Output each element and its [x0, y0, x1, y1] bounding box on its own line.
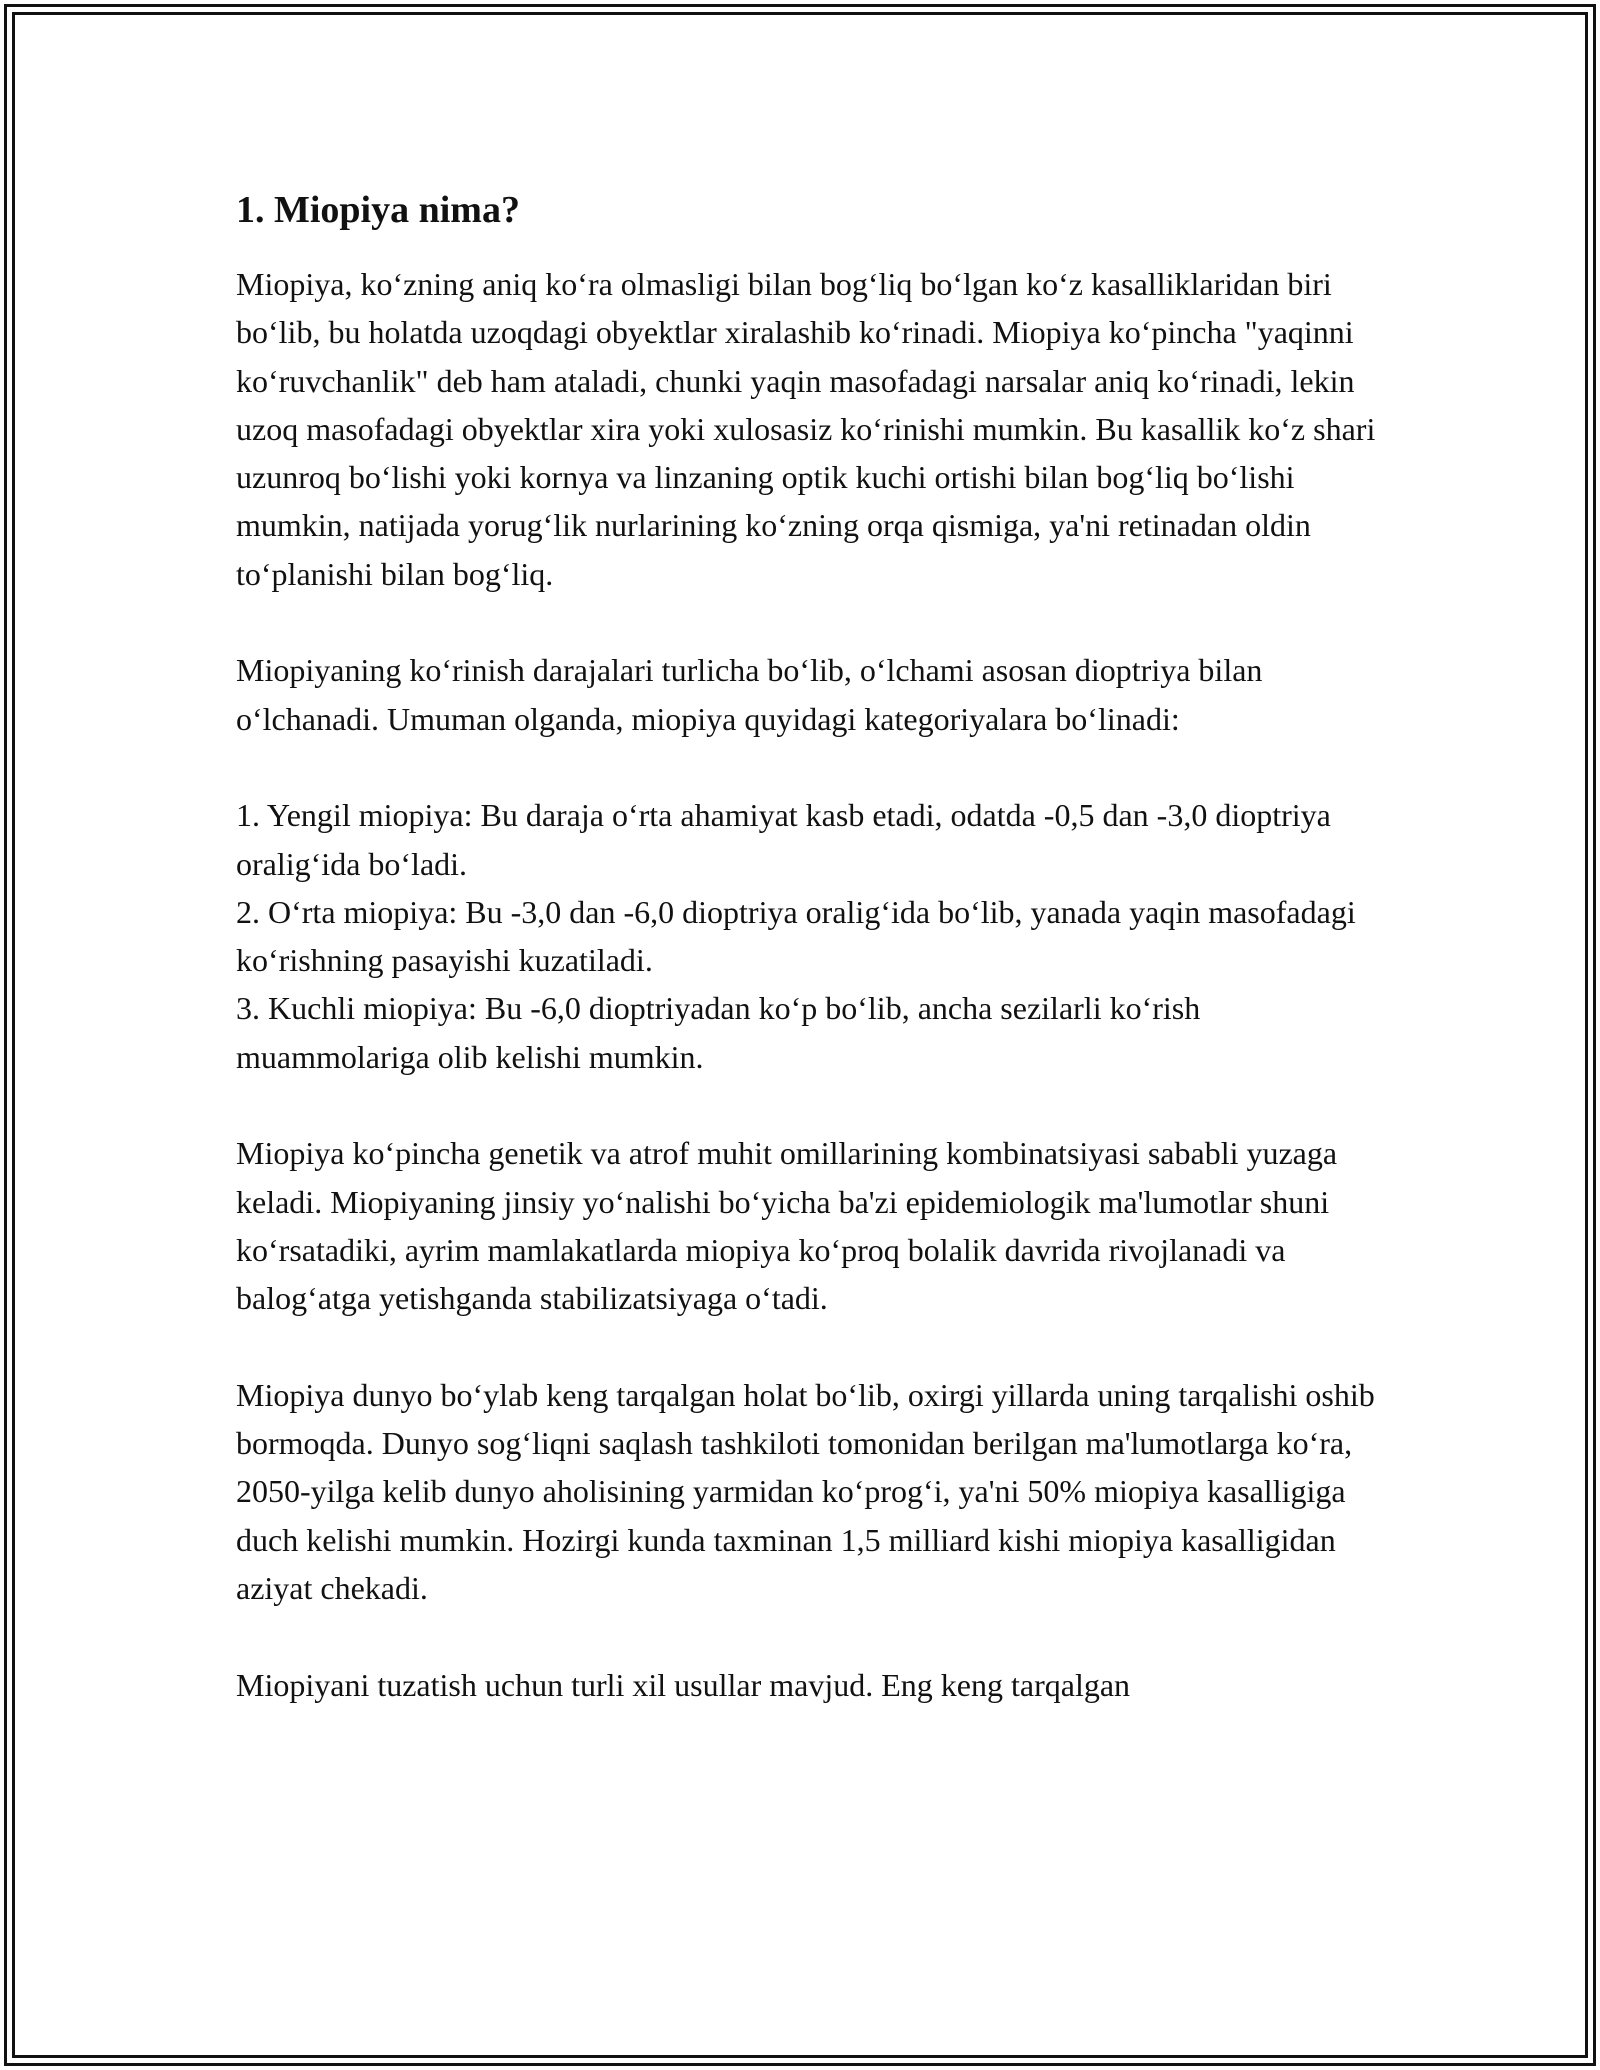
- paragraph-definition: Miopiya, ko‘zning aniq ko‘ra olmasligi bilan bog‘liq bo‘lgan ko‘z kasalliklaridan biri bo‘lib, bu holatda uzoqdagi obyektlar xiralashib ko‘rinadi. Miopiya ko‘pincha "yaqinni ko‘ruvchanlik" deb ham ataladi, chunki yaqin masofadagi narsalar aniq ko‘rinadi, lekin uzoq masofadagi obyektlar xira yoki xulosasiz ko‘rinishi mumkin. Bu kasallik ko‘z shari uzunroq bo‘lishi yoki kornya va linzaning optik kuchi ortishi bilan bog‘liq bo‘lishi mumkin, natijada yorug‘lik nurlarining ko‘zning orqa qismiga, ya'ni retinadan oldin to‘planishi bilan bog‘liq.: [236, 266, 1376, 592]
- paragraph-treatment: Miopiyani tuzatish uchun turli xil usullar mavjud. Eng keng tarqalgan: [236, 1666, 1131, 1703]
- paragraph-degrees-intro: Miopiyaning ko‘rinish darajalari turlicha bo‘lib, o‘lchami asosan dioptriya bilan o‘lchanadi. Umuman olganda, miopiya quyidagi kategoriyalara bo‘linadi:: [236, 652, 1263, 737]
- document-body: [236, 188, 1386, 1757]
- list-item-moderate: 2. O‘rta miopiya: Bu -3,0 dan -6,0 dioptriya oralig‘ida bo‘lib, yanada yaqin masofadagi ko‘rishning pasayishi kuzatiladi.: [236, 893, 1356, 979]
- myopia-degree-list: [236, 791, 1386, 1081]
- list-item-severe: 3. Kuchli miopiya: Bu -6,0 dioptriyadan ko‘p bo‘lib, ancha sezilarli ko‘rish muammolariga olib kelishi mumkin.: [236, 990, 1201, 1075]
- paragraph-causes: Miopiya ko‘pincha genetik va atrof muhit omillarining kombinatsiyasi sababli yuzaga keladi. Miopiyaning jinsiy yo‘nalishi bo‘yicha ba'zi epidemiologik ma'lumotlar shuni ko‘rsatadiki, ayrim mamlakatlarda miopiya ko‘proq bolalik davrida rivojlanadi va balog‘atga yetishganda stabilizatsiyaga o‘tadi.: [236, 1135, 1338, 1317]
- paragraph-prevalence: Miopiya dunyo bo‘ylab keng tarqalgan holat bo‘lib, oxirgi yillarda uning tarqalishi oshib bormoqda. Dunyo sog‘liqni saqlash tashkiloti tomonidan berilgan ma'lumotlarga ko‘ra, 2050-yilga kelib dunyo aholisining yarmidan ko‘prog‘i, ya'ni 50% miopiya kasalligiga duch kelishi mumkin. Hozirgi kunda taxminan 1,5 milliard kishi miopiya kasalligidan aziyat chekadi.: [236, 1376, 1375, 1607]
- list-item-mild: 1. Yengil miopiya: Bu daraja o‘rta ahamiyat kasb etadi, odatda -0,5 dan -3,0 dioptriya oralig‘ida bo‘ladi.: [236, 797, 1331, 882]
- section-heading: 1. Miopiya nima?: [236, 189, 520, 231]
